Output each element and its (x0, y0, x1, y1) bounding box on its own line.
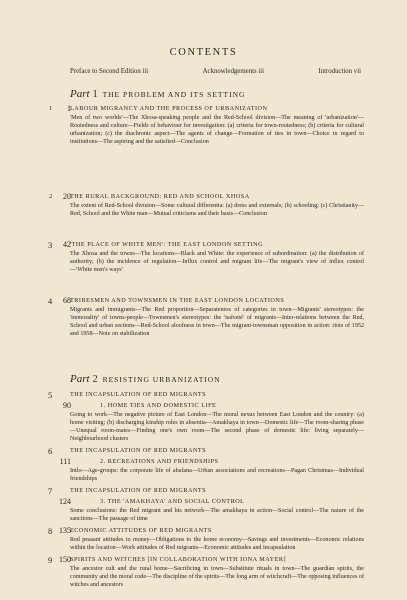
chapter-page: 42 (63, 240, 71, 249)
chapter-number: 3 (48, 240, 53, 250)
chapter-number: 9 (48, 555, 53, 565)
chapter-page: 90 (63, 401, 71, 410)
front-matter-item: Introduction vii (318, 68, 361, 75)
chapter-heading: 'THE PLACE OF WHITE MEN': THE EAST LONDON SETTING (70, 241, 264, 248)
chapter-description: The extent of Red-School division—Some cultural differentia: (a) dress and externals; (b) schooling; (c) Christianity—Red, School and the White man—Mutual criticisms and their basis—Conclusion (70, 203, 364, 217)
chapter-page: 68 (63, 296, 71, 305)
chapter-number: 8 (48, 526, 53, 536)
chapter-heading: LABOUR MIGRANCY AND THE PROCESS OF URBANIZATION (70, 105, 268, 112)
chapter-subheading: 1. HOME TIES AND DOMESTIC LIFE (100, 402, 217, 409)
part-heading: Part 1 THE PROBLEM AND ITS SETTING (70, 88, 246, 100)
chapter-description: Red peasant attitudes to money—Obligations to the home economy—Savings and investments—Economic relations within the location—Work attitudes of Red migrants—Economic attitudes and incapsulation (70, 537, 364, 551)
chapter-heading: THE INCAPSULATION OF RED MIGRANTS (70, 391, 207, 398)
front-matter-line (70, 68, 361, 75)
front-matter-item: Acknowledgements iii (202, 68, 264, 75)
chapter-subheading: 3. THE 'AMAKHAYA' AND SOCIAL CONTROL (100, 498, 245, 505)
chapter-page: 111 (59, 457, 71, 466)
chapter-number: 4 (48, 296, 53, 306)
chapter-description: Intlo—Age-groups: the corporate life of abafana—Urban associations and recreations—Pagan Christmas—Individual friendships (70, 468, 364, 482)
chapter-heading: THE RURAL BACKGROUND: RED AND SCHOOL XHOSA (70, 193, 250, 200)
chapter-description: Migrants and immigrants—The Red proportion—Separateness of categories in town—Migrants' stereotypes: the 'immorality' of towns-people—Townsmen's stereotypes: the 'naïveté' of migrants—Inter-relations between the Red, School and urban sections—Red-School aloofness in town—The migrant-townsman opposition in action: riots of 1952 and 1958—Note on stabilization (70, 307, 364, 337)
chapter-number: 5 (48, 390, 53, 400)
chapter-page: 124 (59, 497, 71, 506)
chapter-description: The Xhosa and the towns—The locations—Black and White: the experience of subordination: (a) the distribution of authority; (b) the incidence of regulation—Influx control and migrant life—The migrant's view of influx control—'White men's ways' (70, 251, 364, 273)
chapter-heading: SPIRITS AND WITCHES [IN COLLABORATION WITH IONA MAYER] (70, 556, 287, 563)
chapter-number: 2 (49, 193, 53, 200)
chapter-number: 7 (48, 486, 53, 496)
chapter-page: 150 (59, 555, 71, 564)
chapter-heading: THE INCAPSULATION OF RED MIGRANTS (70, 447, 207, 454)
chapter-page: 1 (67, 104, 71, 113)
chapter-description: Some conclusions: the Red migrant and his network—The amakhaya in action—Social control—The nature of the sanctions—The passage of time (70, 508, 364, 522)
chapter-heading: ECONOMIC ATTITUDES OF RED MIGRANTS (70, 527, 212, 534)
contents-title: CONTENTS (169, 47, 238, 58)
chapter-description: The ancestor cult and the rural home—Sacrificing in town—Substitute rituals in town—The guardian spirits, the community and the moral code—The discipline of the spirits—The long arm of witchcraft—The opposing influences of witches and ancestors (70, 566, 364, 588)
chapter-heading: THE INCAPSULATION OF RED MIGRANTS (70, 487, 207, 494)
front-matter-item: Preface to Second Edition iii (70, 68, 149, 75)
chapter-number: 1 (49, 105, 53, 112)
chapter-number: 6 (48, 446, 53, 456)
chapter-description: 'Men of two worlds'—The Xhosa-speaking people and the Red-School division—The meaning of 'urbanization'—Rootedness and culture—Fields of behaviour for investigation: (a) criteria for town-rootedness; (b) criteria for cultural urbanization; (c) the diachronic aspect—The agents of change—Formation of ties in town—Choice in regard to institutions—The aspiring and the satisfied—Conclusion (70, 115, 364, 145)
part-heading: Part 2 RESISTING URBANIZATION (70, 373, 221, 385)
chapter-page: 135 (59, 526, 71, 535)
chapter-heading: TRIBESMEN AND TOWNSMEN IN THE EAST LONDON LOCATIONS (70, 297, 285, 304)
chapter-page: 20 (63, 192, 71, 201)
chapter-description: Going to work—The negative picture of East London—The moral nexus between East London and the country: (a) home visiting; (b) discharging kinship roles in absentia—Amakhaya in town—Domestic life—The room-sharing phase—Unequal room-mates—Finding one's own room—The second phase of domestic life: living separately—Neighbourhood clusters (70, 412, 364, 442)
chapter-subheading: 2. RECREATIONS AND FRIENDSHIPS (100, 458, 219, 465)
